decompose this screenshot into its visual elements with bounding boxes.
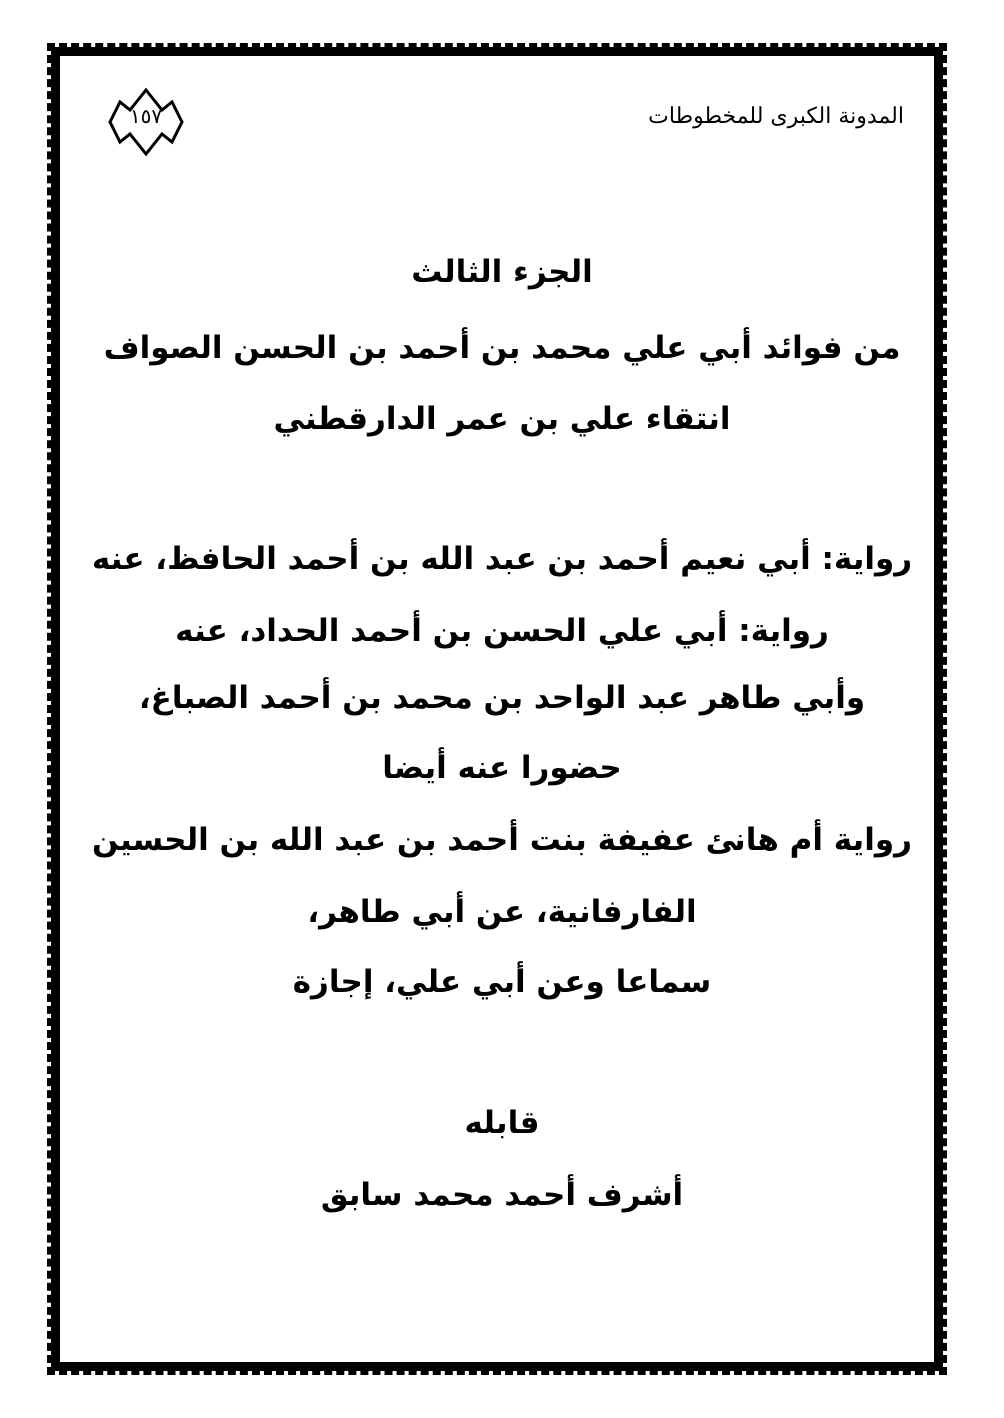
narration-line-1: رواية: أبي نعيم أحمد بن عبد الله بن أحمد الحافظ، عنه <box>91 541 913 577</box>
collator-name: أشرف أحمد محمد سابق <box>320 1177 684 1213</box>
book-title: من فوائد أبي علي محمد بن أحمد بن الحسن الصواف <box>103 330 901 366</box>
narration-line-6: الفارفانية، عن أبي طاهر، <box>307 894 697 930</box>
page-number-badge <box>90 82 202 162</box>
narration-line-2: رواية: أبي علي الحسن بن أحمد الحداد، عنه <box>175 613 829 649</box>
narration-line-5: رواية أم هانئ عفيفة بنت أحمد بن عبد الله بن الحسين <box>92 822 912 858</box>
narration-line-7: سماعا وعن أبي علي، إجازة <box>292 964 712 1000</box>
part-title: الجزء الثالث <box>411 254 593 290</box>
narration-line-3: وأبي طاهر عبد الواحد بن محمد بن أحمد الصباغ، <box>138 680 866 716</box>
narration-line-4: حضورا عنه أيضا <box>382 750 622 786</box>
header-title: المدونة الكبرى للمخطوطات <box>648 104 904 129</box>
collation-label: قابله <box>464 1105 540 1141</box>
selection-line: انتقاء علي بن عمر الدارقطني <box>273 401 731 437</box>
page-number: ١٥٧ <box>129 104 163 128</box>
